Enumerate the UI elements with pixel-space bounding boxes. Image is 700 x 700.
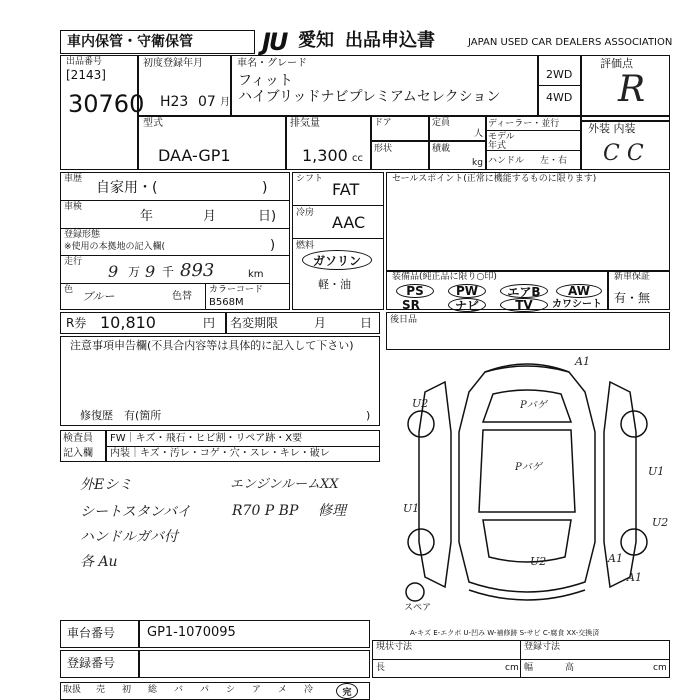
plate-label: 登録番号 [67, 656, 116, 670]
shift-label: シフト [296, 174, 324, 184]
association-name: JAPAN USED CAR DEALERS ASSOCIATION [468, 37, 673, 48]
spare-label: スペア [404, 603, 432, 613]
color-label: 色 [64, 285, 74, 295]
equip-seat: カワシート [552, 299, 602, 310]
doors-label: ドア [374, 118, 392, 128]
hand-note-1: 外Eシミ [80, 477, 133, 493]
ju-logo: JU [262, 28, 287, 56]
score-value: R [618, 69, 646, 110]
inspector-row1: FW｜キズ・飛石・ヒビ割・リペア跡・X要 [110, 433, 303, 444]
equip-aw: AW [556, 284, 602, 298]
name-change-day: 日 [360, 316, 373, 330]
hand-note-2: シートスタンバイ [80, 504, 191, 520]
diagram-mark-8: U2 [530, 555, 547, 568]
mileage-sen-unit: 千 [162, 265, 175, 279]
inspector-label: 検査員 [63, 433, 93, 444]
usage-close: ) [262, 180, 268, 196]
ext-int-value: C C [603, 141, 644, 166]
inspection-month: 月 [203, 209, 217, 224]
lot-number: 30760 [68, 90, 145, 118]
check-2: 初 [122, 685, 132, 695]
dims-high-label: 高 [565, 663, 575, 673]
reg-form-sub: ※使用の本拠地の記入欄( [64, 242, 166, 252]
registration-label: 初度登録年月 [143, 58, 203, 69]
dealer-label: ディーラー・並行 [488, 119, 560, 129]
storage-label: 車内保管・守衛保管 [67, 34, 193, 50]
usage-label: 車歴 [64, 174, 83, 184]
check-3: 総 [148, 685, 158, 695]
handle-label: ハンドル [488, 156, 525, 166]
mileage-sen: 9 [145, 262, 156, 281]
capacity-unit: 人 [474, 129, 484, 139]
dims-current-label: 現状寸法 [376, 642, 413, 652]
recycle-value: 10,810 [100, 313, 156, 332]
equipment-label: 装備品(純正品に限り○印) [392, 272, 497, 282]
color-code: B568M [209, 297, 244, 308]
check-1: 売 [96, 685, 106, 695]
reg-form-close: ) [270, 238, 276, 253]
model-name: フィット [238, 73, 293, 89]
mileage-unit: km [248, 269, 264, 280]
recycle-unit: 円 [203, 316, 216, 330]
mileage-man-unit: 万 [128, 265, 141, 279]
check-10: 完 [336, 683, 358, 699]
lot-label: 出品番号 [66, 57, 103, 67]
displacement-unit: cc [352, 153, 363, 164]
inspection-year: 年 [140, 209, 154, 224]
mileage-man: 9 [108, 262, 119, 281]
check-9: 冷 [304, 685, 314, 695]
damage-legend: A-キズ E-エクボ U-凹み W-補修跡 S-サビ C-腐食 XX-交換済 [410, 629, 600, 637]
model-year-label1: モデル [488, 132, 515, 142]
type-value: DAA-GP1 [158, 146, 231, 165]
check-7: ア [252, 685, 262, 695]
inspector-row2: 内装｜キズ・汚レ・コゲ・穴・スレ・キレ・破レ [110, 448, 330, 459]
recycle-label: R券 [66, 316, 87, 330]
fuel-selected: ガソリン [302, 250, 372, 270]
dims-long-label: 長 [376, 663, 386, 673]
hand-note-7: 修理 [318, 503, 346, 519]
warranty-options: 有・無 [614, 291, 651, 305]
hand-note-3: ハンドルガバ付 [80, 529, 178, 545]
inspection-label: 車検 [64, 202, 83, 212]
check-6: シ [226, 685, 236, 695]
displacement-value: 1,300 [302, 146, 348, 165]
equip-navi: ナビ [448, 298, 486, 312]
dims-wide-unit: cm [653, 663, 667, 673]
later-label: 後日品 [390, 315, 418, 325]
mileage-label: 走行 [64, 257, 83, 267]
registration-month: 07 [198, 94, 216, 110]
equip-airbag: エアB [500, 284, 548, 298]
usage-value: 自家用・( [96, 180, 158, 196]
fuel-other: 軽・油 [318, 278, 351, 291]
inspector-label2: 記入欄 [63, 448, 93, 459]
shift-value: FAT [332, 180, 360, 199]
model-label: 車名・グレード [237, 58, 307, 69]
check-row [60, 682, 370, 700]
hand-note-6: R70 P BP [232, 503, 299, 519]
mileage-rest: 893 [180, 260, 215, 281]
diagram-mark-7: U1 [403, 502, 420, 515]
diagram-mark-6: U2 [652, 516, 669, 529]
diagram-mark-10: A1 [627, 571, 642, 584]
later-block [386, 312, 670, 350]
dims-long-unit: cm [505, 663, 519, 673]
model-grade: ハイブリッドナビプレミアムセレクション [238, 89, 501, 105]
registration-year: H23 [160, 94, 189, 110]
dims-wide-label: 幅 [524, 663, 534, 673]
warranty-label: 新車保証 [614, 272, 651, 282]
capacity-label: 定員 [432, 118, 451, 128]
diagram-mark-4: Pバゲ [515, 462, 542, 473]
hand-note-4: 各 Au [80, 554, 118, 570]
diagram-mark-9: A1 [608, 552, 623, 565]
diagram-mark-5: U1 [648, 465, 665, 478]
form-title: 出品申込書 [345, 30, 435, 51]
repair-history: 修復歴 有(箇所 [80, 409, 162, 422]
equip-ps: PS [396, 284, 434, 298]
ac-value: AAC [332, 213, 366, 232]
check-label: 取扱 [63, 685, 82, 695]
diagram-mark-2: U2 [412, 397, 429, 410]
selling-label: セールスポイント(正常に機能するものに限ります) [392, 174, 597, 184]
color-change-label: 色替 [172, 291, 192, 302]
color-code-label: カラーコード [209, 285, 264, 295]
load-label: 積載 [432, 144, 451, 154]
fuel-label: 燃料 [296, 241, 315, 251]
check-4: バ [174, 685, 184, 695]
inspection-day: 日) [258, 209, 277, 224]
branch-name: 愛知 [298, 30, 334, 51]
reg-form-label: 登録形態 [64, 230, 101, 240]
top-block [60, 55, 670, 170]
lot-ref: [2143] [66, 68, 106, 82]
hand-note-5: エンジンルームXX [230, 477, 339, 492]
ac-label: 冷房 [296, 208, 315, 218]
drive-4wd: 4WD [546, 91, 573, 104]
load-unit: kg [472, 158, 483, 168]
diagram-mark-3: Pバゲ [520, 400, 547, 411]
check-5: パ [200, 685, 210, 695]
equip-pw: PW [448, 284, 486, 298]
displacement-label: 排気量 [290, 118, 320, 129]
chassis-label: 車台番号 [67, 626, 116, 640]
model-year-label2: 年式 [488, 141, 507, 151]
type-label: 型式 [143, 118, 163, 129]
score-label: 評価点 [600, 57, 633, 70]
ext-int-label: 外装 内装 [588, 122, 636, 135]
notes-label: 注意事項申告欄(不具合内容等は具体的に記入して下さい) [70, 339, 354, 352]
shape-label: 形状 [374, 144, 393, 154]
repair-history-close: ) [366, 409, 371, 422]
equip-sr: SR [402, 298, 420, 312]
check-8: メ [278, 685, 288, 695]
color-value: ブルー [82, 290, 115, 303]
equip-tv: TV [500, 298, 548, 312]
dims-registered-label: 登録寸法 [524, 642, 561, 652]
handle-options: 左・右 [540, 156, 568, 166]
name-change-month: 月 [314, 316, 327, 330]
registration-month-unit: 月 [220, 97, 230, 108]
diagram-mark-1: A1 [575, 355, 590, 368]
chassis-number: GP1-1070095 [147, 625, 236, 640]
drive-2wd: 2WD [546, 68, 573, 81]
name-change-label: 名変期限 [230, 316, 279, 330]
